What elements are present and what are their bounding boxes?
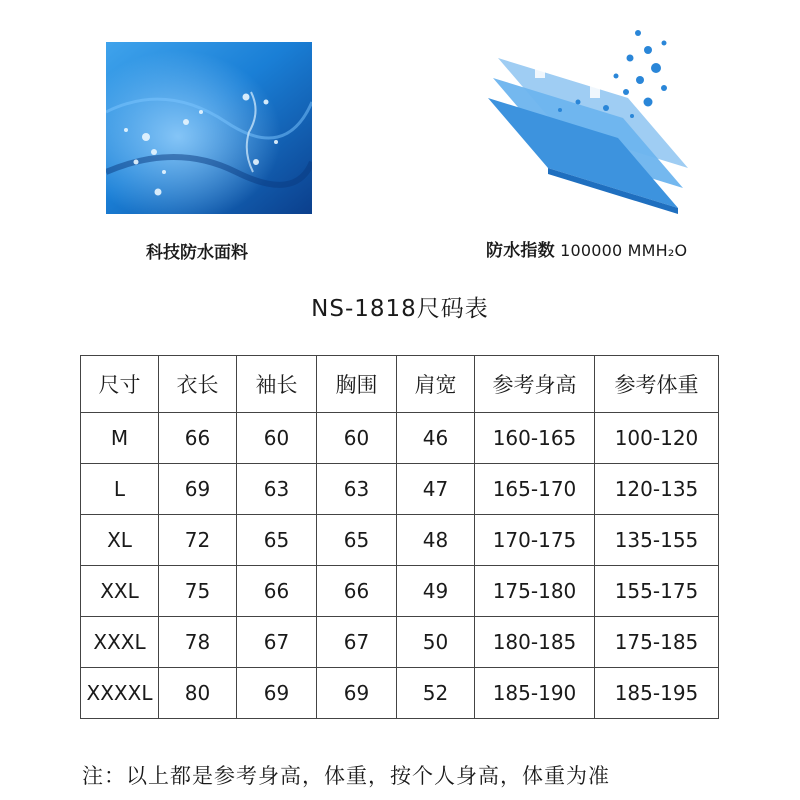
table-cell: 120-135: [595, 464, 719, 515]
table-cell: 175-180: [475, 566, 595, 617]
table-cell: 80: [159, 668, 237, 719]
header-cell: 袖长: [237, 356, 317, 413]
header-cell: 衣长: [159, 356, 237, 413]
table-cell: 52: [397, 668, 475, 719]
table-cell: 69: [159, 464, 237, 515]
table-row: [81, 617, 719, 668]
waterproof-fabric-image: [106, 42, 312, 214]
table-cell: 67: [317, 617, 397, 668]
table-row: [81, 464, 719, 515]
table-cell: 135-155: [595, 515, 719, 566]
table-cell: 65: [317, 515, 397, 566]
table-cell: L: [81, 464, 159, 515]
table-cell: 48: [397, 515, 475, 566]
table-cell: 67: [237, 617, 317, 668]
table-cell: XXL: [81, 566, 159, 617]
table-cell: 78: [159, 617, 237, 668]
table-cell: 185-195: [595, 668, 719, 719]
fabric-caption: 科技防水面料: [146, 243, 248, 263]
table-cell: 165-170: [475, 464, 595, 515]
waterproof-caption: [486, 236, 687, 261]
footnote: 注：以上都是参考身高，体重，按个人身高，体重为准: [82, 764, 610, 788]
waterproof-label: 防水指数: [486, 241, 555, 261]
table-cell: 65: [237, 515, 317, 566]
table-cell: 60: [317, 413, 397, 464]
table-cell: 75: [159, 566, 237, 617]
membrane-layers-image: [488, 18, 700, 218]
table-cell: 100-120: [595, 413, 719, 464]
table-cell: 46: [397, 413, 475, 464]
table-cell: 47: [397, 464, 475, 515]
table-cell: XXXXL: [81, 668, 159, 719]
table-cell: M: [81, 413, 159, 464]
table-cell: 69: [237, 668, 317, 719]
header-cell: 肩宽: [397, 356, 475, 413]
table-cell: 155-175: [595, 566, 719, 617]
table-cell: 66: [237, 566, 317, 617]
table-cell: 170-175: [475, 515, 595, 566]
table-cell: 180-185: [475, 617, 595, 668]
table-row: [81, 413, 719, 464]
table-header-row: [81, 356, 719, 413]
waterproof-value: 100000 MMH₂O: [560, 241, 688, 260]
table-cell: XXXL: [81, 617, 159, 668]
table-cell: 63: [237, 464, 317, 515]
table-row: [81, 515, 719, 566]
header-cell: 参考体重: [595, 356, 719, 413]
table-cell: 185-190: [475, 668, 595, 719]
table-cell: 49: [397, 566, 475, 617]
table-cell: 69: [317, 668, 397, 719]
table-cell: 60: [237, 413, 317, 464]
table-cell: 63: [317, 464, 397, 515]
table-cell: 66: [159, 413, 237, 464]
table-cell: 50: [397, 617, 475, 668]
header-cell: 胸围: [317, 356, 397, 413]
table-cell: 72: [159, 515, 237, 566]
table-cell: 66: [317, 566, 397, 617]
header-cell: 参考身高: [475, 356, 595, 413]
header-cell: 尺寸: [81, 356, 159, 413]
size-chart-table: [80, 355, 719, 719]
table-cell: 160-165: [475, 413, 595, 464]
table-cell: 175-185: [595, 617, 719, 668]
table-row: [81, 566, 719, 617]
table-cell: XL: [81, 515, 159, 566]
table-row: [81, 668, 719, 719]
page-title: NS-1818尺码表: [311, 296, 489, 322]
